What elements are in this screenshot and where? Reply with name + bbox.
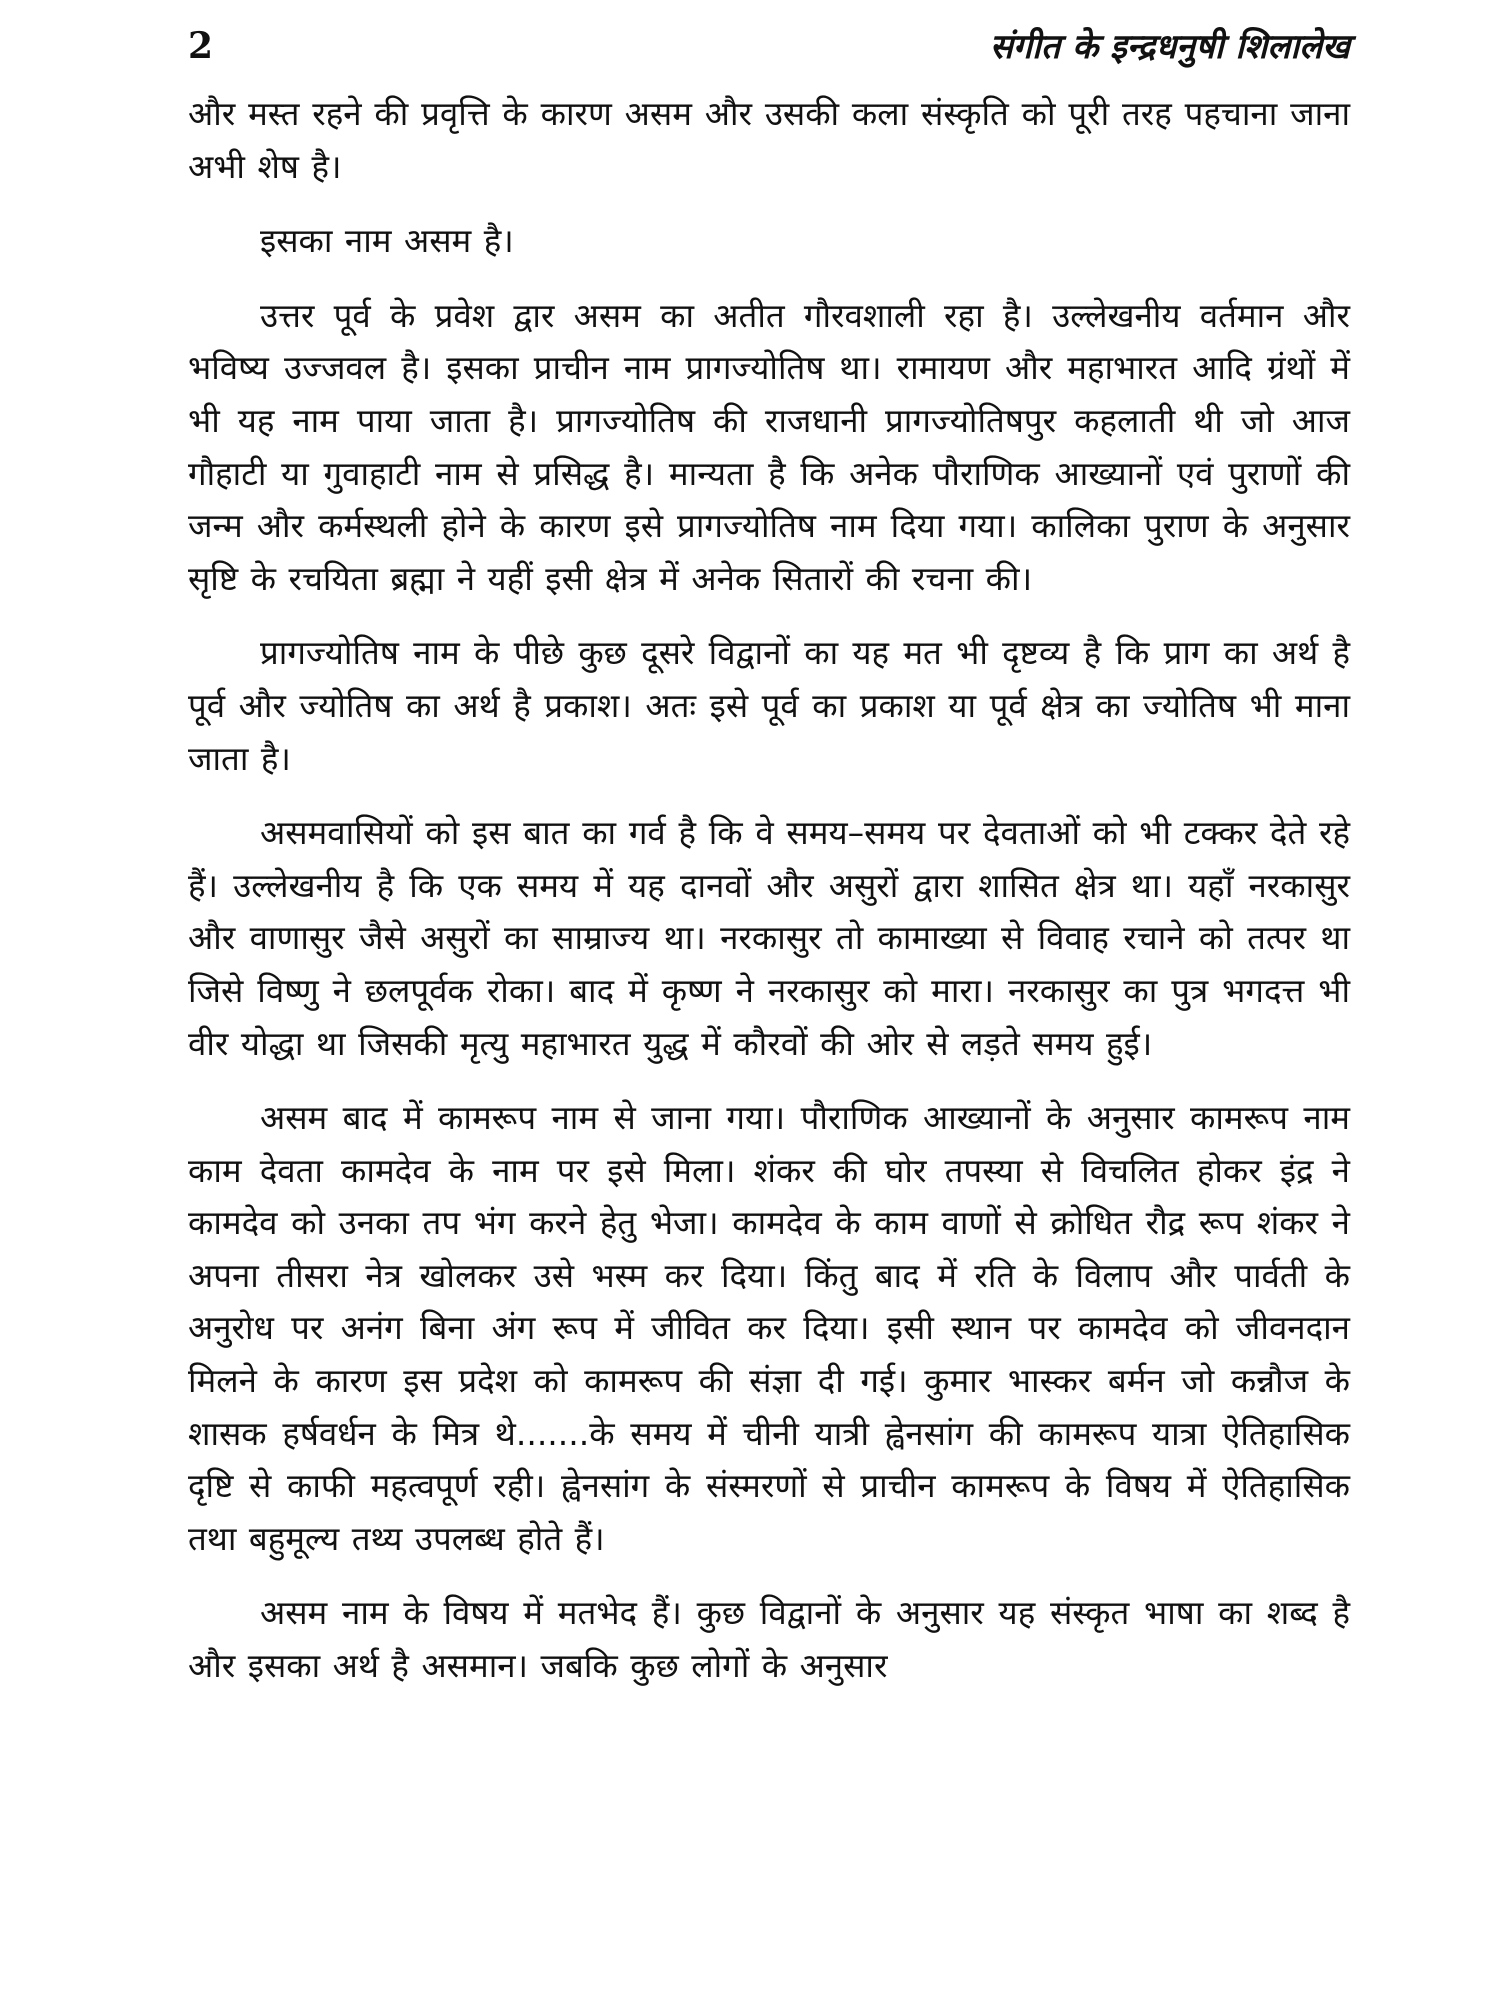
- paragraph: असम बाद में कामरूप नाम से जाना गया। पौराणिक आख्यानों के अनुसार कामरूप नाम काम देवता कामदेव के नाम पर इसे मिला। शंकर की घोर तपस्या से विचलित होकर इंद्र ने कामदेव को उनका तप भंग करने हेतु भेजा। कामदेव के काम वाणों से क्रोधित रौद्र रूप शंकर ने अपना तीसरा नेत्र खोलकर उसे भस्म कर दिया। किंतु बाद में रति के विलाप और पार्वती के अनुरोध पर अनंग बिना अंग रूप में जीवित कर दिया। इसी स्थान पर कामदेव को जीवनदान मिलने के कारण इस प्रदेश को कामरूप की संज्ञा दी गई। कुमार भास्कर बर्मन जो कन्नौज के शासक हर्षवर्धन के मित्र थे.......के समय में चीनी यात्री ह्वेनसांग की कामरूप यात्रा ऐतिहासिक दृष्टि से काफी महत्वपूर्ण रही। ह्वेनसांग के संस्मरणों से प्राचीन कामरूप के विषय में ऐतिहासिक तथा बहुमूल्य तथ्य उपलब्ध होते हैं।: [188, 1098, 1350, 1558]
- page-number: 2: [188, 25, 214, 67]
- page-header: [188, 22, 1350, 84]
- paragraph: असम नाम के विषय में मतभेद हैं। कुछ विद्वानों के अनुसार यह संस्कृत भाषा का शब्द है और इसका अर्थ है असमान। जबकि कुछ लोगों के अनुसार: [188, 1593, 1350, 1686]
- paragraph: उत्तर पूर्व के प्रवेश द्वार असम का अतीत गौरवशाली रहा है। उल्लेखनीय वर्तमान और भविष्य उज्जवल है। इसका प्राचीन नाम प्रागज्योतिष था। रामायण और महाभारत आदि ग्रंथों में भी यह नाम पाया जाता है। प्रागज्योतिष की राजधानी प्रागज्योतिषपुर कहलाती थी जो आज गौहाटी या गुवाहाटी नाम से प्रसिद्ध है। मान्यता है कि अनेक पौराणिक आख्यानों एवं पुराणों की जन्म और कर्मस्थली होने के कारण इसे प्रागज्योतिष नाम दिया गया। कालिका पुराण के अनुसार सृष्टि के रचयिता ब्रह्मा ने यहीं इसी क्षेत्र में अनेक सितारों की रचना की।: [188, 295, 1350, 598]
- body-text: [188, 88, 1350, 1693]
- running-title: संगीत के इन्द्रधनुषी शिलालेख: [989, 27, 1350, 67]
- paragraph: असमवासियों को इस बात का गर्व है कि वे समय–समय पर देवताओं को भी टक्कर देते रहे हैं। उल्लेखनीय है कि एक समय में यह दानवों और असुरों द्वारा शासित क्षेत्र था। यहाँ नरकासुर और वाणासुर जैसे असुरों का साम्राज्य था। नरकासुर तो कामाख्या से विवाह रचाने को तत्पर था जिसे विष्णु ने छलपूर्वक रोका। बाद में कृष्ण ने नरकासुर को मारा। नरकासुर का पुत्र भगदत्त भी वीर योद्धा था जिसकी मृत्यु महाभारत युद्ध में कौरवों की ओर से लड़ते समय हुई।: [188, 813, 1350, 1063]
- paragraph: इसका नाम असम है।: [260, 221, 514, 261]
- paragraph: प्रागज्योतिष नाम के पीछे कुछ दूसरे विद्वानों का यह मत भी दृष्टव्य है कि प्राग का अर्थ है पूर्व और ज्योतिष का अर्थ है प्रकाश। अतः इसे पूर्व का प्रकाश या पूर्व क्षेत्र का ज्योतिष भी माना जाता है।: [188, 633, 1350, 778]
- paragraph-continuation: और मस्त रहने की प्रवृत्ति के कारण असम और उसकी कला संस्कृति को पूरी तरह पहचाना जाना अभी शेष है।: [188, 94, 1350, 186]
